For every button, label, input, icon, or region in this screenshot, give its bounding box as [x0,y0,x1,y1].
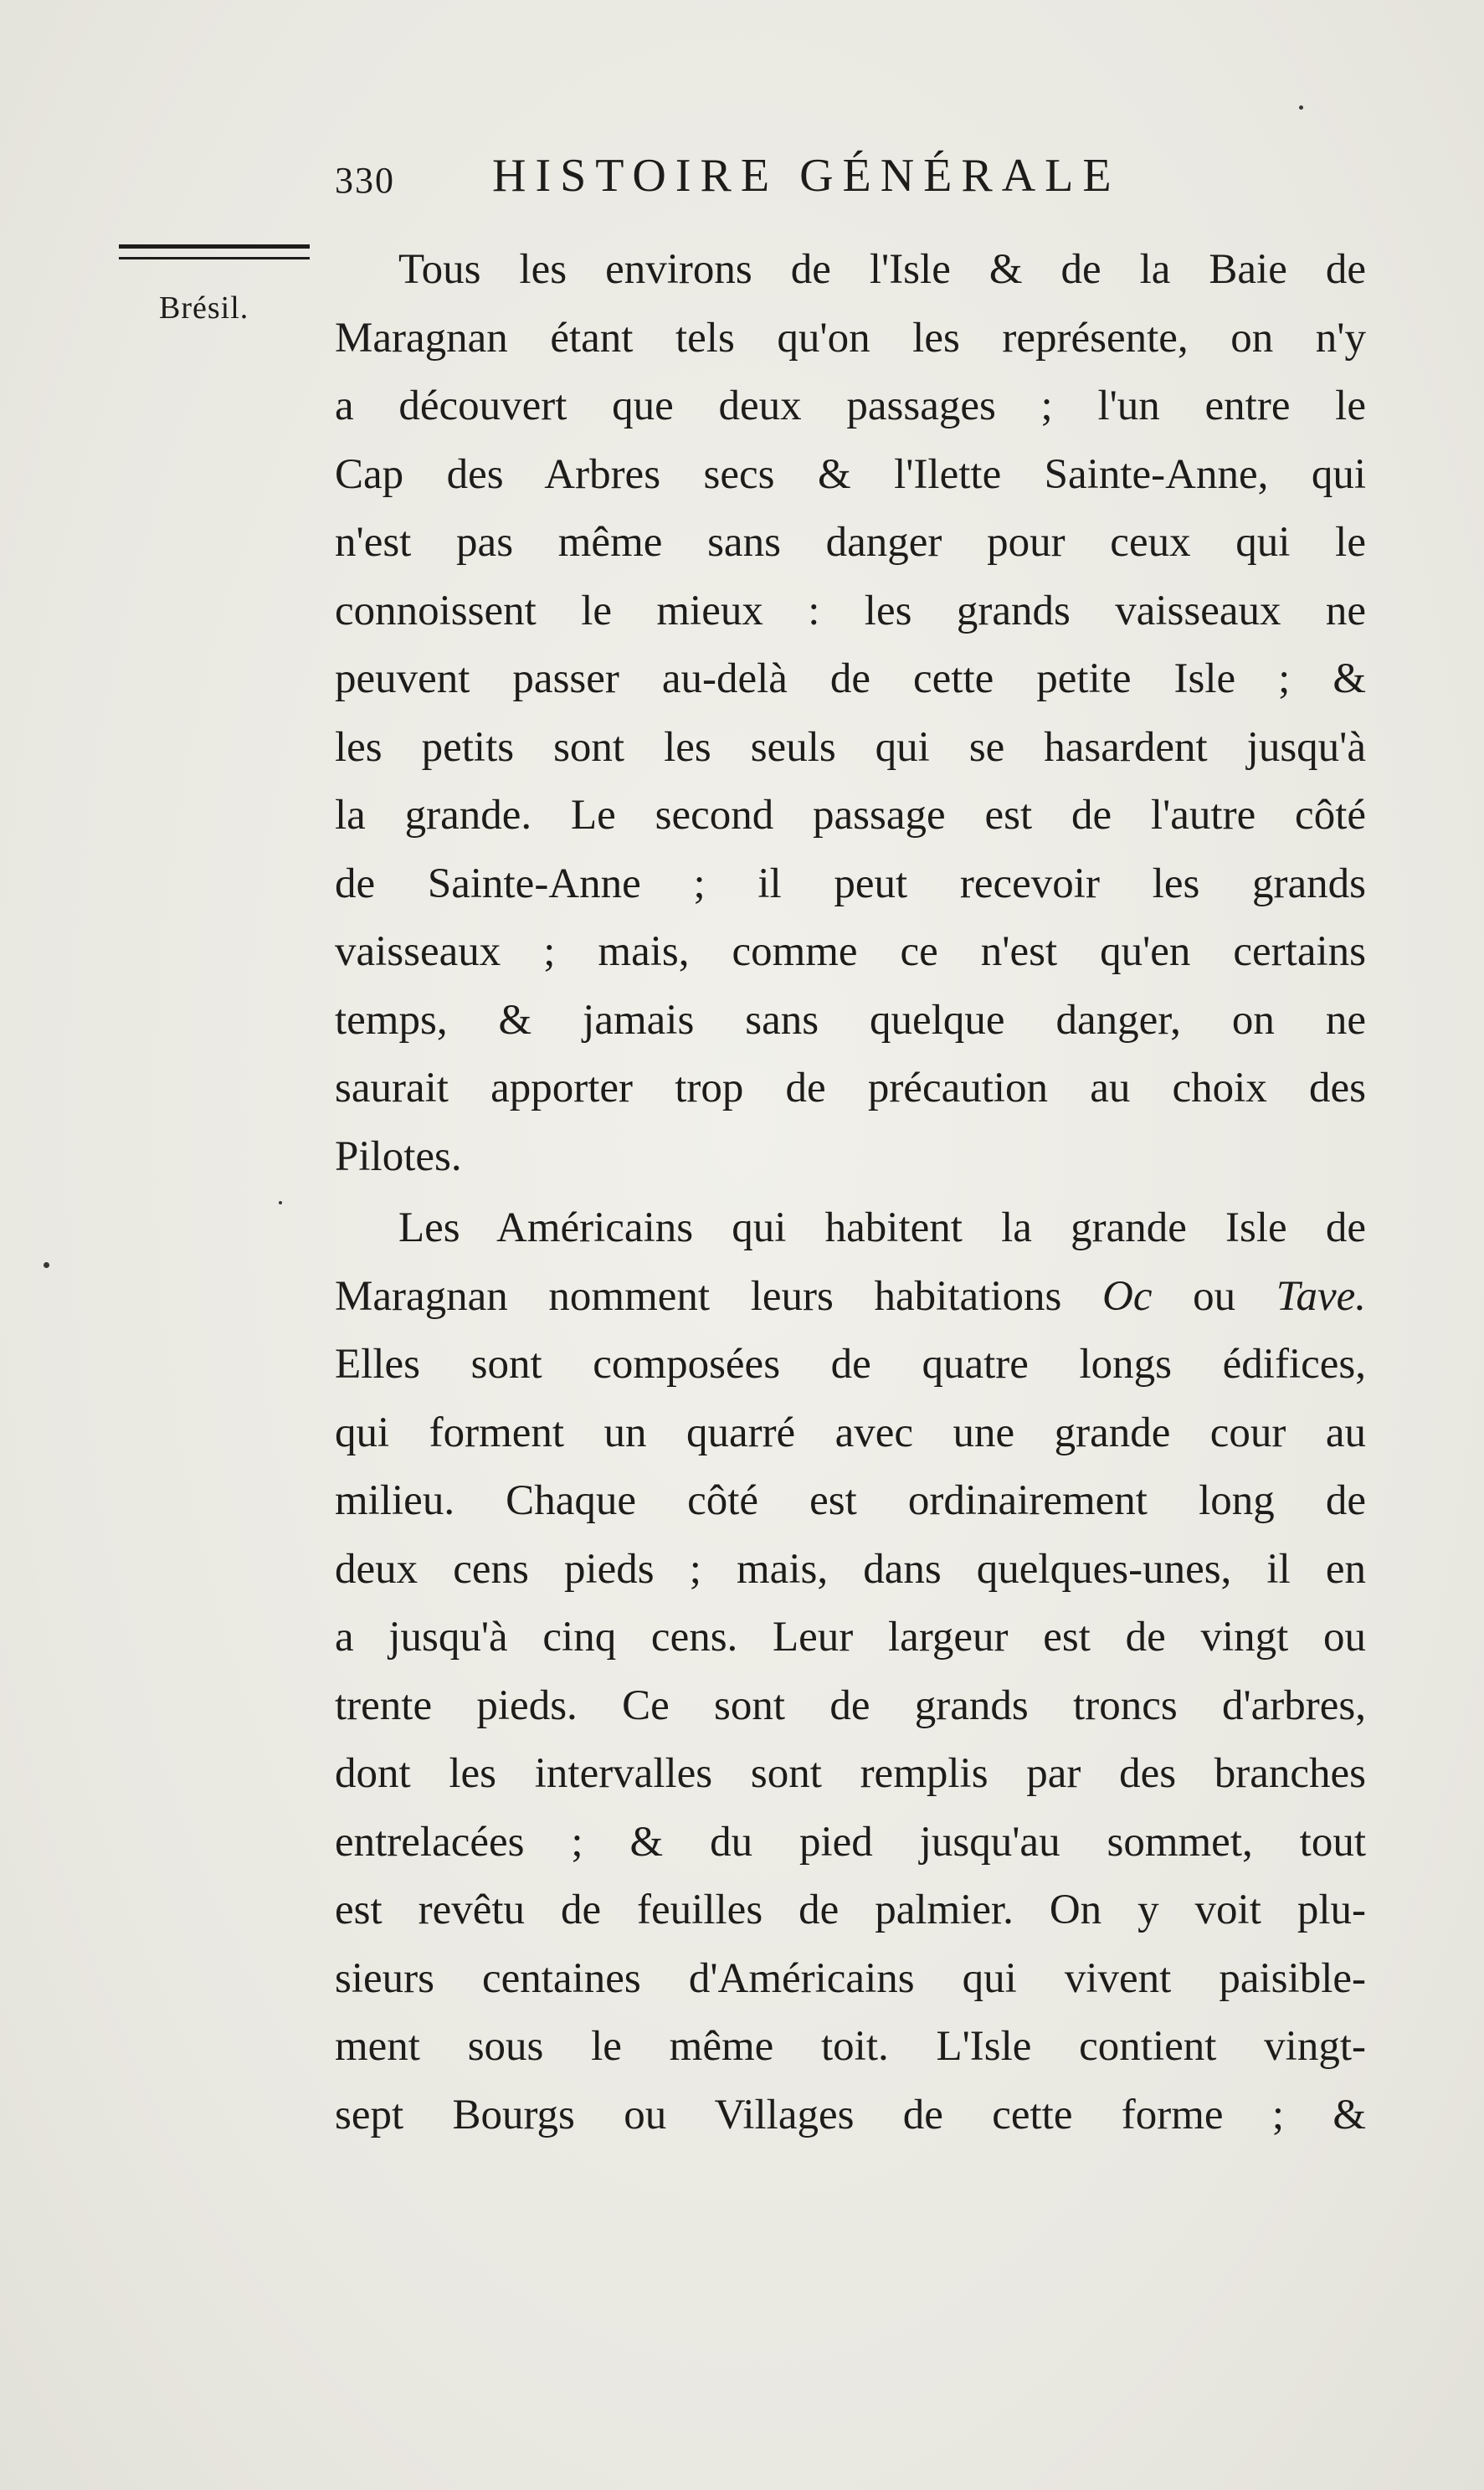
text-line: dont les intervalles sont remplis par des branches [335,1750,1366,1797]
text-line: vaisseaux ; mais, comme ce n'est qu'en certains [335,928,1366,975]
text-line: Elles sont composées de quatre longs édifices, [335,1341,1366,1388]
text-line: la grande. Le second passage est de l'autre côté [335,792,1366,839]
text-line: a jusqu'à cinq cens. Leur largeur est de vingt ou [335,1614,1366,1661]
text-line: Cap des Arbres secs & l'Ilette Sainte-Anne, qui [335,450,1366,498]
text-segment: ou [1152,1272,1276,1320]
text-line-with-italics [335,1263,1366,1332]
text-line: Tous les environs de l'Isle & de la Baie de [398,246,1366,293]
text-body [335,236,1366,2149]
text-line: peuvent passer au-delà de cette petite Isle ; & [335,655,1366,702]
text-line: sieurs centaines d'Américains qui vivent paisible- [335,1954,1366,2002]
text-line: Pilotes. [335,1132,462,1180]
text-line: milieu. Chaque côté est ordinairement long de [335,1477,1366,1524]
text-line: a découvert que deux passages ; l'un entre le [335,382,1366,429]
text-line: Les Américains qui habitent la grande Isle de [398,1204,1366,1251]
running-title: HISTOIRE GÉNÉRALE [492,150,1121,202]
text-line: Maragnan étant tels qu'on les représente, on n'y [335,314,1366,362]
text-line: qui forment un quarré avec une grande cour au [335,1409,1366,1456]
text-line: les petits sont les seuls qui se hasardent jusqu'à [335,723,1366,771]
text-line: saurait apporter trop de précaution au choix des [335,1065,1366,1112]
text-line: temps, & jamais sans quelque danger, on ne [335,996,1366,1044]
italic-term-oc: Oc [1101,1272,1153,1320]
italic-term-tave: Tave. [1276,1272,1366,1320]
text-line: sept Bourgs ou Villages de cette forme ; & [335,2091,1366,2138]
text-line: deux cens pieds ; mais, dans quelques-unes, il en [335,1545,1366,1593]
text-line: entrelacées ; & du pied jusqu'au sommet, tout [335,1818,1366,1866]
text-line: de Sainte-Anne ; il peut recevoir les grands [335,860,1366,907]
ink-speck [1299,105,1303,110]
text-segment: Maragnan nomment leurs habitations [335,1272,1102,1320]
ink-speck [279,1201,282,1204]
text-line: ment sous le même toit. L'Isle contient vingt- [335,2023,1366,2070]
page-number: 330 [335,160,395,201]
text-line: connoissent le mieux : les grands vaisseaux ne [335,587,1366,634]
text-line: n'est pas même sans danger pour ceux qui le [335,519,1366,566]
text-line: trente pieds. Ce sont de grands troncs d'arbres, [335,1681,1366,1729]
text-line: est revêtu de feuilles de palmier. On y voit plu- [335,1887,1366,1933]
ink-speck [44,1262,49,1268]
page-header [335,149,1423,208]
margin-note: Brésil. [159,290,249,326]
margin-rule [119,244,310,259]
